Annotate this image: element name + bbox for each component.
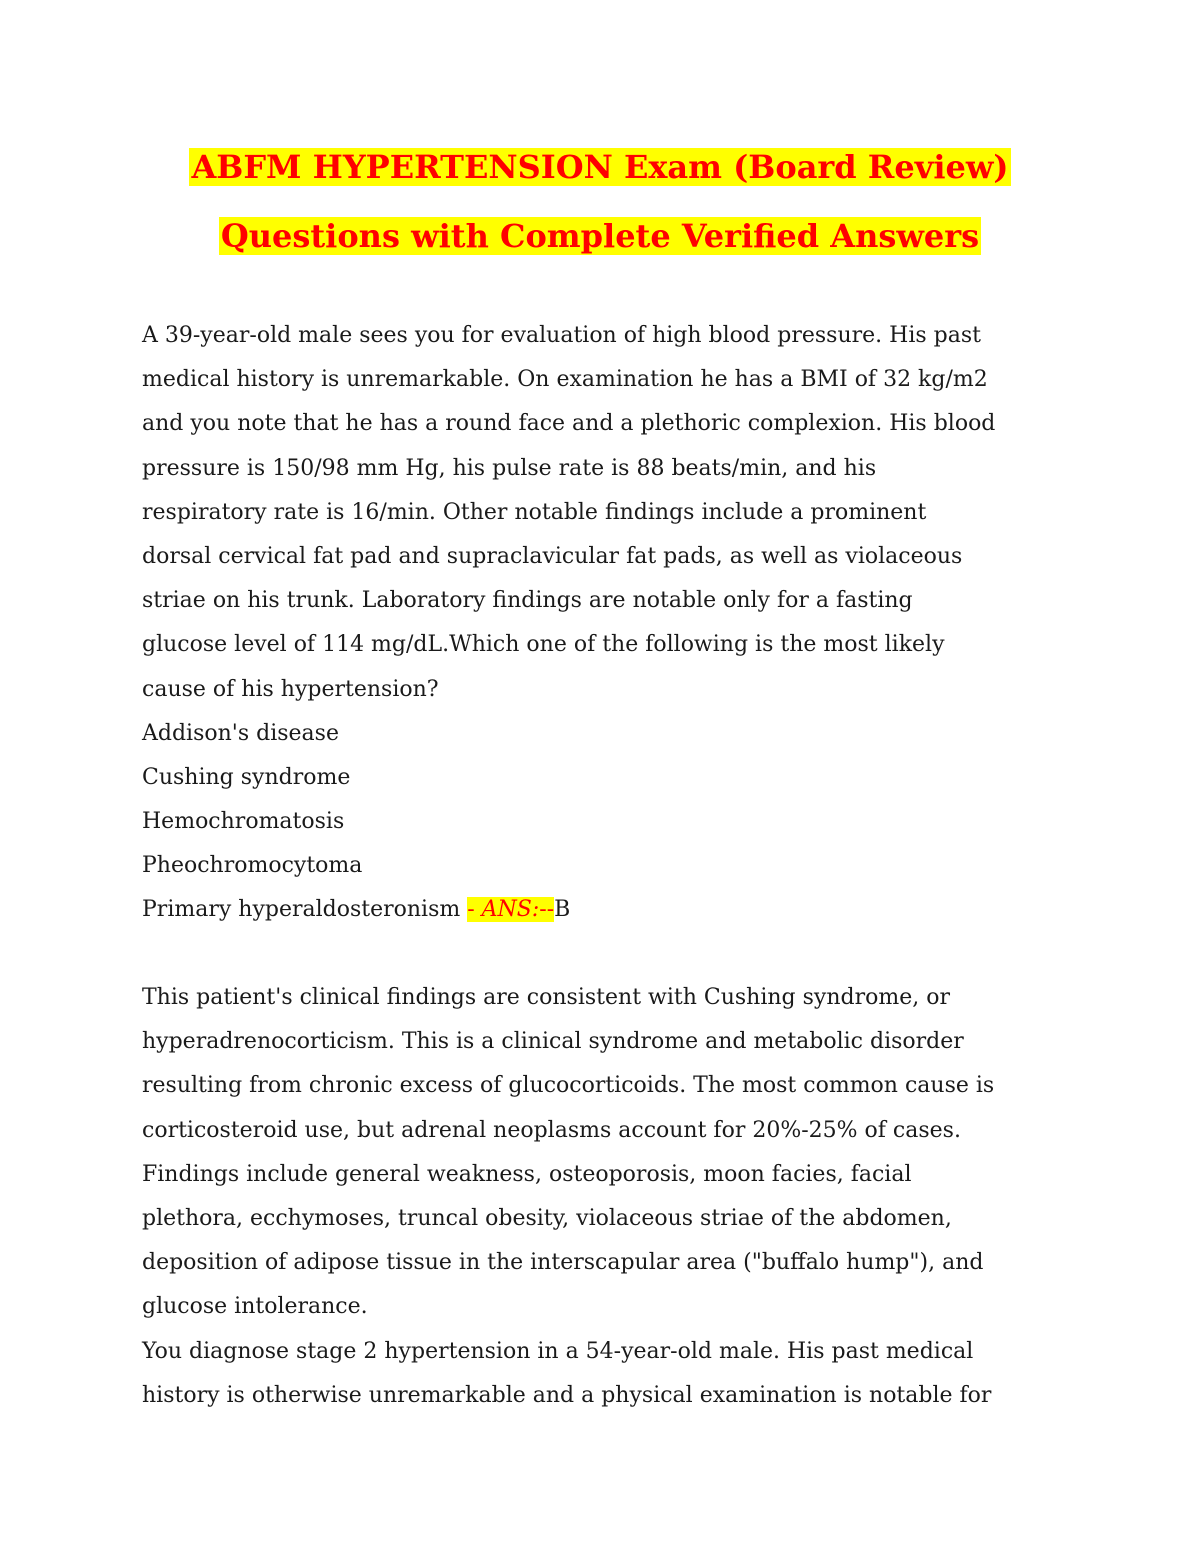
title-highlight-2: Questions with Complete Verified Answers bbox=[220, 217, 980, 255]
answer-option: Pheochromocytoma bbox=[142, 853, 363, 879]
question-1-line: dorsal cervical fat pad and supraclavicular fat pads, as well as violaceous bbox=[142, 543, 963, 569]
answer-option: Cushing syndrome bbox=[142, 764, 351, 790]
question-2-line: You diagnose stage 2 hypertension in a 54-year-old male. His past medical bbox=[142, 1338, 974, 1364]
title-highlight-1: ABFM HYPERTENSION Exam (Board Review) bbox=[191, 148, 1009, 186]
explanation-1-block bbox=[142, 976, 1072, 1418]
question-1-block bbox=[142, 314, 1072, 933]
question-1-line: and you note that he has a round face and a plethoric complexion. His blood bbox=[142, 411, 996, 437]
explanation-line: deposition of adipose tissue in the interscapular area ("buffalo hump"), and bbox=[142, 1250, 984, 1276]
question-1-line: striae on his trunk. Laboratory findings are notable only for a fasting bbox=[142, 588, 913, 614]
answer-option-with-answer bbox=[142, 888, 1072, 932]
answer-prefix: - bbox=[467, 897, 482, 923]
question-2-line: history is otherwise unremarkable and a physical examination is notable for bbox=[142, 1382, 992, 1408]
question-1-line: A 39-year-old male sees you for evaluation of high blood pressure. His past bbox=[142, 323, 981, 348]
explanation-line: This patient's clinical findings are consistent with Cushing syndrome, or bbox=[142, 985, 950, 1010]
answer-value: B bbox=[554, 897, 571, 923]
question-1-line: medical history is unremarkable. On examination he has a BMI of 32 kg/m2 bbox=[142, 367, 988, 393]
question-1-line: cause of his hypertension? bbox=[142, 676, 439, 702]
question-1-line: pressure is 150/98 mm Hg, his pulse rate is 88 beats/min, and his bbox=[142, 455, 877, 481]
answer-option: Hemochromatosis bbox=[142, 809, 345, 835]
question-1-line: glucose level of 114 mg/dL.Which one of the following is the most likely bbox=[142, 632, 945, 658]
question-1-line: respiratory rate is 16/min. Other notable findings include a prominent bbox=[142, 499, 927, 525]
explanation-line: Findings include general weakness, osteoporosis, moon facies, facial bbox=[142, 1161, 912, 1187]
document-title-line-1 bbox=[0, 145, 1200, 189]
explanation-line: corticosteroid use, but adrenal neoplasms account for 20%-25% of cases. bbox=[142, 1117, 961, 1143]
explanation-line: glucose intolerance. bbox=[142, 1294, 368, 1320]
explanation-line: resulting from chronic excess of glucocorticoids. The most common cause is bbox=[142, 1073, 995, 1099]
document-title-line-2 bbox=[0, 214, 1200, 258]
answer-option: Addison's disease bbox=[142, 720, 339, 746]
answer-label: ANS: bbox=[481, 897, 540, 923]
answer-option-text: Primary hyperaldosteronism bbox=[142, 897, 468, 923]
explanation-line: plethora, ecchymoses, truncal obesity, violaceous striae of the abdomen, bbox=[142, 1205, 952, 1231]
explanation-line: hyperadrenocorticism. This is a clinical syndrome and metabolic disorder bbox=[142, 1029, 964, 1055]
answer-dashes: -- bbox=[539, 897, 555, 923]
